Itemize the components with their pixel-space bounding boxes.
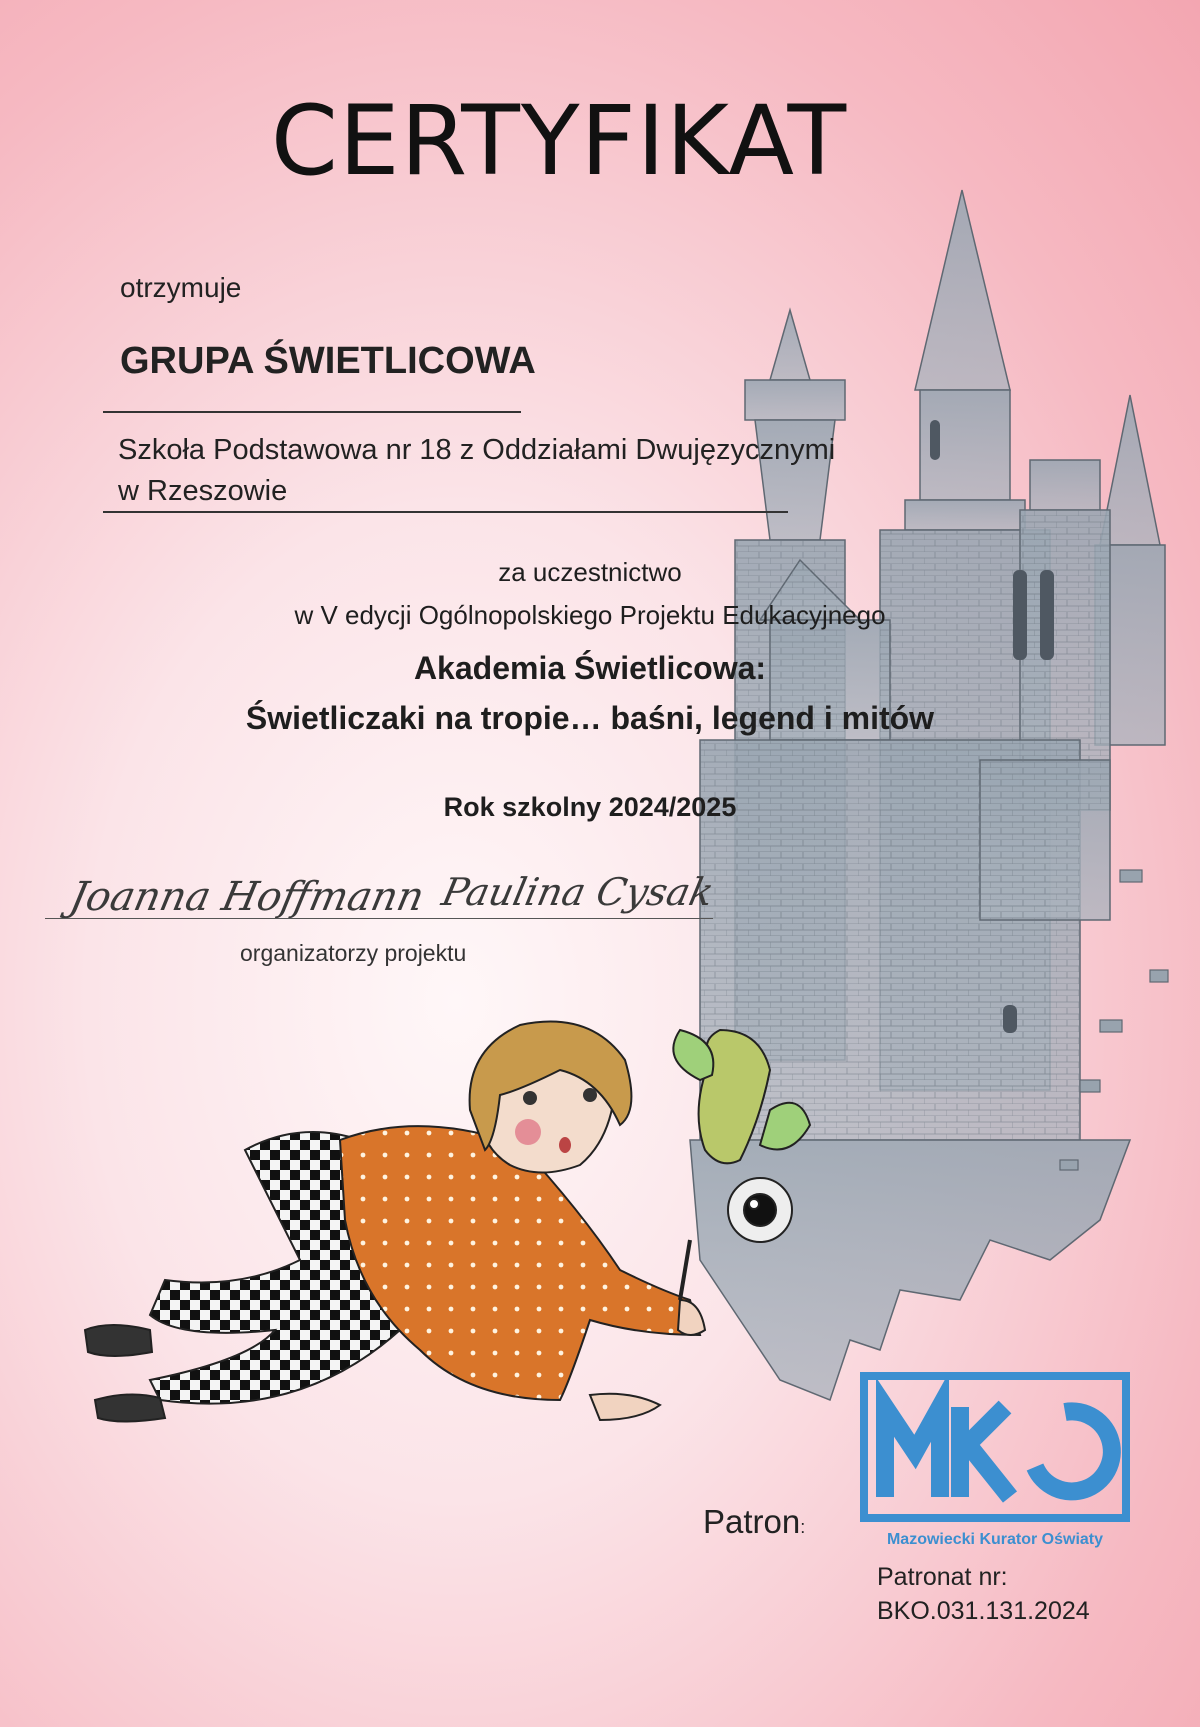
project-name-line-1: Akademia Świetlicowa: [413, 650, 767, 686]
recipient-name: GRUPA ŚWIETLICOWA [120, 340, 536, 382]
signature-line [45, 918, 713, 919]
patron-label [703, 1503, 805, 1541]
project-name-line-2: Świetliczaki na tropie… baśni, legend i mitów [245, 700, 935, 736]
certificate-title: CERTYFIKAT [270, 85, 848, 197]
signature-paulina-cysak: Paulina Cysak [437, 870, 718, 915]
recipient-underline [103, 411, 521, 413]
patronage-label: Patronat nr: [877, 1563, 1008, 1591]
patron-label-text: Patron [703, 1503, 801, 1540]
school-underline [103, 511, 788, 513]
school-name [118, 430, 1018, 512]
organizers-label: organizatorzy projektu [240, 940, 467, 966]
participation-text: za uczestnictwo [498, 557, 682, 587]
signature-joanna-hoffmann: Joanna Hoffmann [65, 872, 429, 920]
receives-label: otrzymuje [120, 272, 242, 303]
patron-colon: : [800, 1517, 806, 1537]
mko-logo [860, 1372, 1140, 1552]
edition-text: w V edycji Ogólnopolskiego Projektu Edukacyjnego [294, 600, 886, 630]
patronage-info [877, 1560, 1090, 1628]
school-line-1: Szkoła Podstawowa nr 18 z Oddziałami Dwujęzycznymi [118, 434, 836, 466]
patronage-number: BKO.031.131.2024 [877, 1597, 1090, 1625]
school-line-2: w Rzeszowie [118, 475, 288, 507]
school-year: Rok szkolny 2024/2025 [443, 792, 737, 822]
mko-logo-org: Mazowiecki Kurator Oświaty [886, 1531, 1104, 1548]
